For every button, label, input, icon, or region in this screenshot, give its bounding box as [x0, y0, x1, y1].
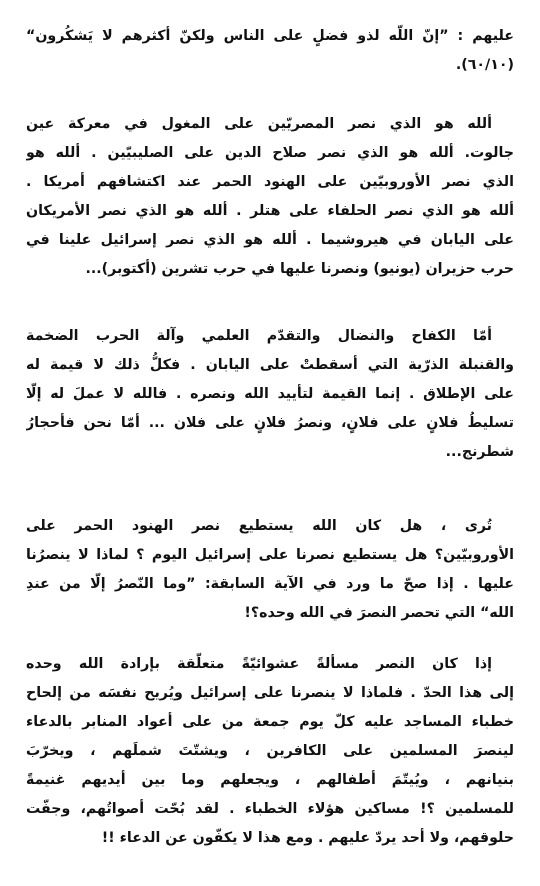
text-line: (٦٠/١٠). — [455, 57, 514, 73]
text-line: ألله هو الذي نصر المصريّين على المغول في معركة عين — [26, 116, 492, 132]
text-line: ألله هو الذي نصر الحلفاء على هتلر . ألله هو الذي نصر الأمريكان — [26, 203, 514, 219]
paragraph-victories — [26, 110, 514, 284]
paragraph-preachers — [26, 650, 514, 853]
text-line: الله“ التي تحصر النصرَ في الله وحده؟! — [244, 605, 514, 621]
text-line: إلى هذا الحدّ . فلماذا لا ينصرنا على إسرائيل ويُريح نفسَه من إلحاح — [26, 685, 514, 701]
text-line: والقنبلة الذرّية التي أسقطتْ على اليابان . فكلُّ ذلك لا قيمة له — [26, 357, 514, 373]
text-line: تسليطُ فلانٍ على فلانٍ، ونصرُ فلانٍ على فلان ... أمّا نحن فأحجارُ — [26, 415, 514, 431]
text-line: الذي نصر الأوروبيّين على الهنود الحمر عند اكتشافهم أمريكا . — [26, 174, 514, 190]
text-line: جالوت. ألله هو الذي نصر صلاح الدين على الصليبيّين . ألله هو — [26, 145, 514, 161]
text-line: شطرنج... — [445, 444, 514, 460]
text-line: على الإطلاق . إنما القيمة لتأييد الله ونصره . فالله لا عملَ له إلّا — [26, 386, 514, 402]
text-line: للمسلمين ؟! مساكين هؤلاء الخطباء . لقد بُحّت أصواتُهم، وجفّت — [26, 801, 514, 817]
text-line: عليها . إذا صحّ ما ورد في الآية السابقة: ”وما النّصرُ إلّا من عندِ — [26, 576, 514, 592]
paragraph-struggle — [26, 322, 514, 467]
paragraph-quran-quote — [26, 22, 514, 80]
text-line: على اليابان في هيروشيما . ألله هو الذي نصر إسرائيل علينا في — [26, 232, 514, 248]
text-line: إذا كان النصر مسألةً عشوائيّةً متعلّقة بإرادة الله وحده — [26, 656, 492, 672]
text-line: لينصرَ المسلمين على الكافرين ، ويشتّتَ شملَهم ، ويخرّبَ — [26, 743, 514, 759]
text-line: أمّا الكفاح والنضال والتقدّم العلمي وآلة الحرب الضخمة — [26, 328, 492, 344]
paragraph-question — [26, 512, 514, 628]
text-line: تُرى ، هل كان الله يستطيع نصر الهنود الحمر على — [26, 518, 492, 534]
text-line: حرب حزيران (يونيو) ونصرنا عليها في حرب تشرين (أكتوبر)... — [85, 261, 514, 277]
text-line: عليهم : ”إنّ اللّه لذو فضلٍ على الناس ولكنّ أكثرهم لا يَشكُرون“ — [26, 28, 514, 44]
text-line: حلوقهم، ولا أحد يردّ عليهم . ومع هذا لا يكفّون عن الدعاء !! — [101, 830, 514, 846]
text-line: الأوروبيّين؟ هل يستطيع نصرنا على إسرائيل اليوم ؟ لماذا لا ينصرُنا — [26, 547, 514, 563]
text-line: بنيانهم ، ويُيتّمَ أطفالهم ، ويجعلهم وما بين أيديهم غنيمةً — [26, 772, 514, 788]
text-line: خطباء المساجد عليه كلّ يوم جمعة من على أعواد المنابر بالدعاء — [26, 714, 514, 730]
